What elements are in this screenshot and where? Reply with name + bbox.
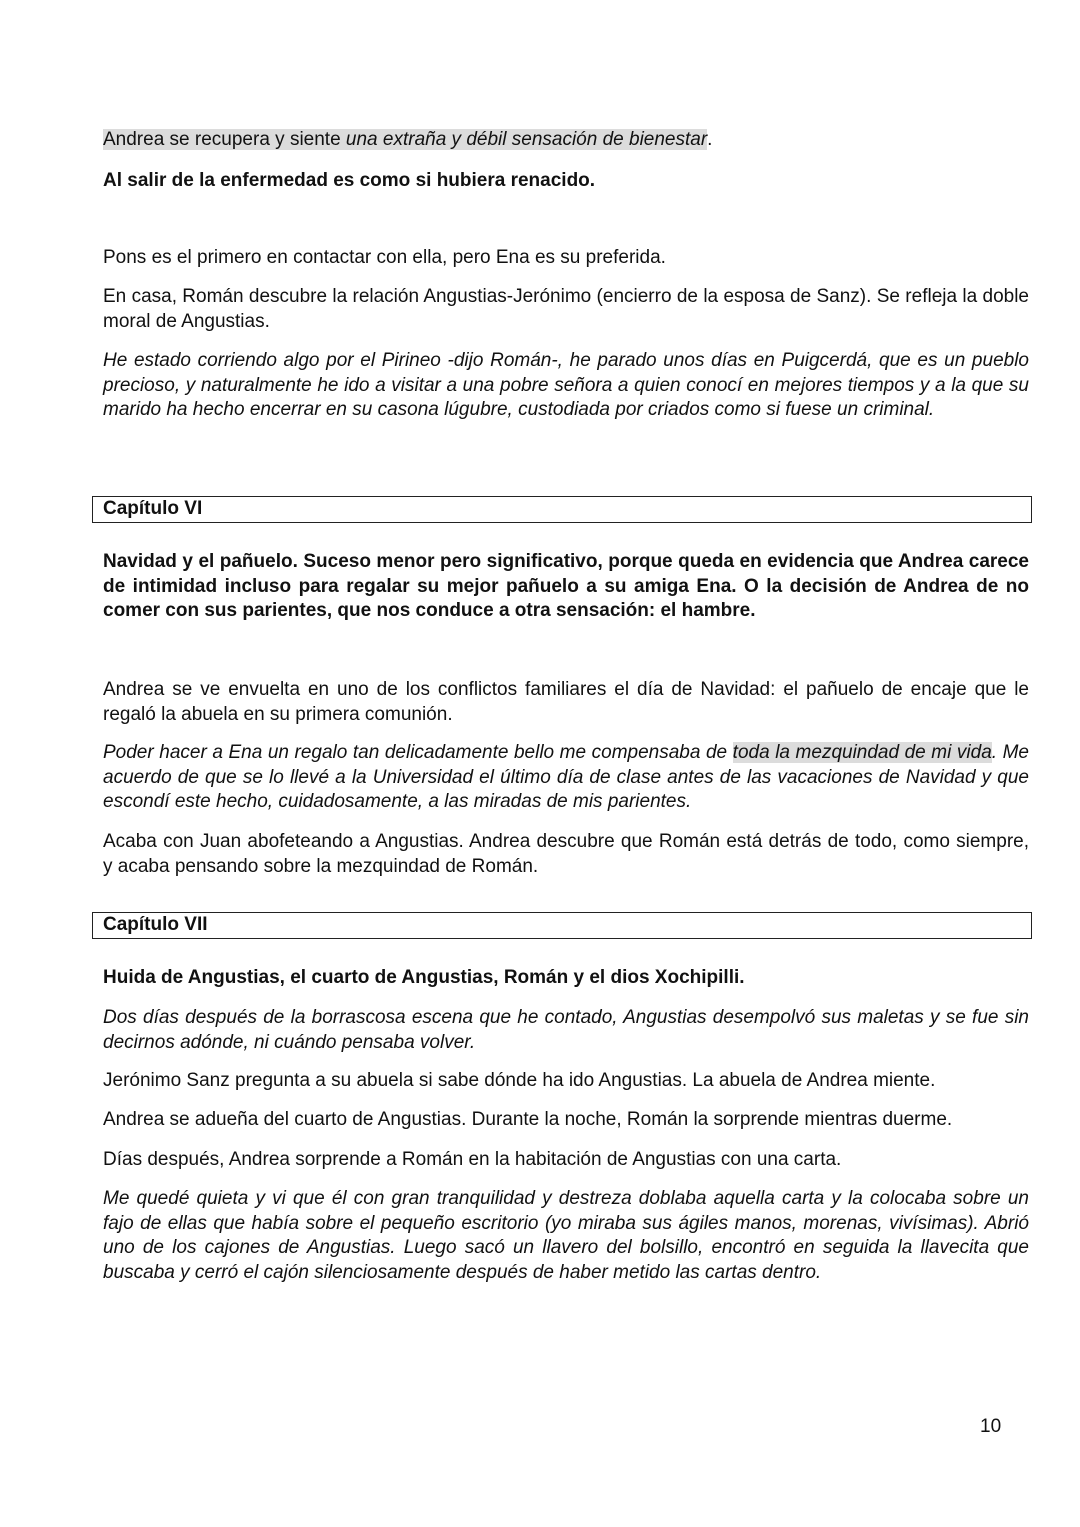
- letter-quote: Me quedé quieta y vi que él con gran tranquilidad y destreza doblaba aquella carta y la colocaba sobre un fajo de ellas que había sobre el pequeño escritorio (yo miraba sus ágiles manos, morenas, vivísimas). Abrió uno de los cajones de Angustias. Luego sacó un llavero del bolsillo, encontró en seguida la llavecita que buscaba y cerró el cajón silenciosamente después de haber metido las cartas dentro.: [103, 1188, 1029, 1283]
- christmas-conflict-paragraph: Andrea se ve envuelta en uno de los conflictos familiares el día de Navidad: el pañuelo de encaje que le regaló la abuela en su primera comunión.: [103, 679, 1029, 725]
- angustias-departure-quote: Dos días después de la borrascosa escena que he contado, Angustias desempolvó sus maletas y se fue sin decirnos adónde, ni cuándo pensaba volver.: [103, 1007, 1029, 1053]
- highlighted-text: toda la mezquindad de mi vida: [732, 742, 992, 763]
- roman-discovery-paragraph: En casa, Román descubre la relación Angustias-Jerónimo (encierro de la esposa de Sanz). Se refleja la doble moral de Angustias.: [103, 286, 1029, 332]
- text-plain: Andrea se recupera y siente: [103, 129, 346, 150]
- room-paragraph: Andrea se adueña del cuarto de Angustias. Durante la noche, Román la sorprende mientras duerme.: [103, 1109, 953, 1130]
- handkerchief-quote: [103, 741, 1029, 815]
- text-end: .: [707, 129, 713, 150]
- quote-text: . Me acuerdo de que se lo llevé a la Universidad el último día de clase antes de las vacaciones de Navidad y que escondí este hecho, cuidadosamente, a las miradas de mis parientes.: [103, 742, 1029, 812]
- quote-text: Poder hacer a Ena un regalo tan delicadamente bello me compensaba de: [103, 742, 733, 763]
- chapter-vi-heading: [92, 496, 1032, 523]
- rebirth-statement: Al salir de la enfermedad es como si hubiera renacido.: [103, 170, 596, 191]
- chapter-vii-heading: [92, 912, 1032, 939]
- chapter-title: Capítulo VII: [103, 914, 208, 935]
- recovery-paragraph: [103, 128, 1029, 153]
- juan-slap-paragraph: Acaba con Juan abofeteando a Angustias. Andrea descubre que Román está detrás de todo, como siempre, y acaba pensando sobre la mezquindad de Román.: [103, 831, 1029, 877]
- letter-paragraph: Días después, Andrea sorprende a Román en la habitación de Angustias con una carta.: [103, 1149, 842, 1170]
- highlighted-text: [103, 129, 707, 150]
- roman-quote: He estado corriendo algo por el Pirineo -dijo Román-, he parado unos días en Puigcerdá, que es un pueblo precioso, y naturalmente he ido a visitar a una pobre señora a quien conocí en mejores tiempos y a la que su marido ha hecho encerrar en su casona lúgubre, custodiada por criados como si fuese un criminal.: [103, 350, 1029, 420]
- page-number: 10: [980, 1416, 1002, 1437]
- chapter-vii-summary: Huida de Angustias, el cuarto de Angustias, Román y el dios Xochipilli.: [103, 967, 745, 988]
- chapter-title: Capítulo VI: [103, 498, 203, 519]
- jeronimo-paragraph: Jerónimo Sanz pregunta a su abuela si sabe dónde ha ido Angustias. La abuela de Andrea miente.: [103, 1070, 936, 1091]
- chapter-vi-summary: Navidad y el pañuelo. Suceso menor pero significativo, porque queda en evidencia que Andrea carece de intimidad incluso para regalar su mejor pañuelo a su amiga Ena. O la decisión de Andrea de no comer con sus parientes, que nos conduce a otra sensación: el hambre.: [103, 551, 1029, 621]
- pons-paragraph: Pons es el primero en contactar con ella, pero Ena es su preferida.: [103, 247, 666, 268]
- text-italic: una extraña y débil sensación de bienestar: [345, 129, 708, 150]
